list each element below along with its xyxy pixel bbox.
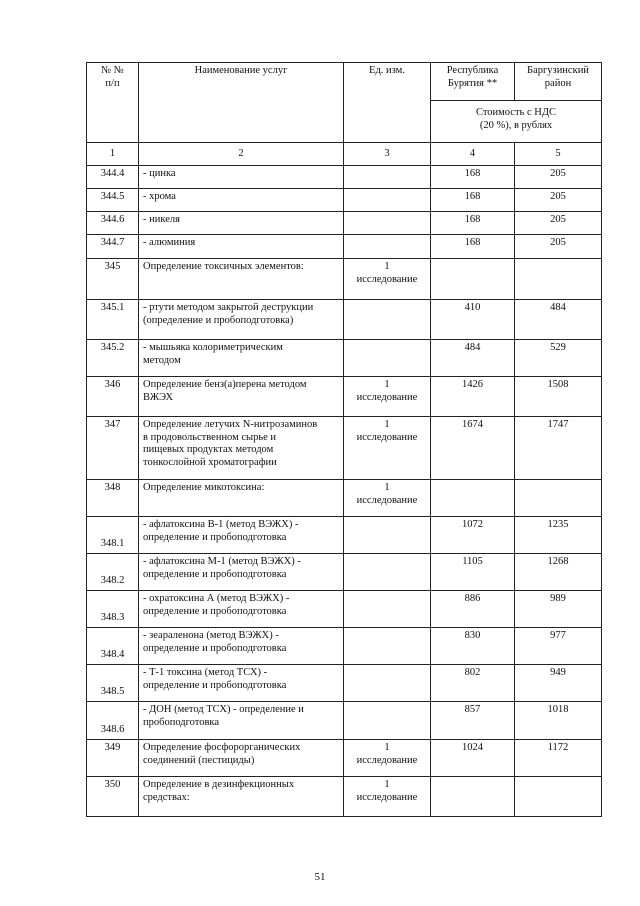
colnum-5: 5 — [515, 143, 602, 166]
price-barguzin — [515, 480, 602, 517]
price-buryatia: 168 — [431, 166, 515, 189]
table-row — [87, 212, 602, 235]
table-row — [87, 517, 602, 554]
price-buryatia: 1105 — [431, 554, 515, 591]
unit-of-measure — [344, 517, 431, 554]
unit-of-measure: 1 исследование — [344, 417, 431, 480]
unit-of-measure — [344, 665, 431, 702]
column-number-row — [87, 143, 602, 166]
price-buryatia: 830 — [431, 628, 515, 665]
price-barguzin: 1172 — [515, 740, 602, 777]
price-buryatia: 802 — [431, 665, 515, 702]
unit-of-measure: 1 исследование — [344, 480, 431, 517]
service-name: - афлатоксина М-1 (метод ВЭЖХ) - определение и пробоподготовка — [139, 554, 344, 591]
service-name: - афлатоксина В-1 (метод ВЭЖХ) - определение и пробоподготовка — [139, 517, 344, 554]
unit-of-measure — [344, 189, 431, 212]
row-number: 344.7 — [87, 235, 139, 259]
colnum-4: 4 — [431, 143, 515, 166]
unit-of-measure — [344, 300, 431, 340]
unit-of-measure — [344, 212, 431, 235]
service-name: - охратоксина А (метод ВЭЖХ) - определение и пробоподготовка — [139, 591, 344, 628]
price-barguzin: 205 — [515, 189, 602, 212]
unit-of-measure: 1 исследование — [344, 777, 431, 817]
price-buryatia — [431, 480, 515, 517]
row-number: 348.6 — [87, 702, 139, 740]
price-buryatia: 1024 — [431, 740, 515, 777]
price-barguzin: 484 — [515, 300, 602, 340]
price-buryatia: 1426 — [431, 377, 515, 417]
table-row — [87, 259, 602, 300]
service-name: - хрома — [139, 189, 344, 212]
table-row — [87, 665, 602, 702]
table-row — [87, 591, 602, 628]
row-number: 348.4 — [87, 628, 139, 665]
row-number: 350 — [87, 777, 139, 817]
price-barguzin: 205 — [515, 212, 602, 235]
service-name: - ртути методом закрытой деструкции (определение и пробоподготовка) — [139, 300, 344, 340]
price-barguzin: 1747 — [515, 417, 602, 480]
service-name: Определение фосфорорганических соединений (пестициды) — [139, 740, 344, 777]
service-name: - мышьяка колориметрическим методом — [139, 340, 344, 377]
table-row — [87, 377, 602, 417]
price-barguzin — [515, 259, 602, 300]
price-buryatia: 168 — [431, 189, 515, 212]
header-region-buryatia: Республика Бурятия ** — [431, 63, 515, 101]
row-number: 348.5 — [87, 665, 139, 702]
row-number: 348.1 — [87, 517, 139, 554]
row-number: 345.2 — [87, 340, 139, 377]
header-cost: Стоимость с НДС (20 %), в рублях — [431, 101, 602, 143]
unit-of-measure: 1 исследование — [344, 377, 431, 417]
price-barguzin: 1508 — [515, 377, 602, 417]
header-unit: Ед. изм. — [344, 63, 431, 143]
table-row — [87, 554, 602, 591]
price-buryatia: 168 — [431, 235, 515, 259]
row-number: 344.6 — [87, 212, 139, 235]
colnum-2: 2 — [139, 143, 344, 166]
colnum-1: 1 — [87, 143, 139, 166]
row-number: 345.1 — [87, 300, 139, 340]
price-barguzin: 1268 — [515, 554, 602, 591]
service-name: - никеля — [139, 212, 344, 235]
unit-of-measure: 1 исследование — [344, 740, 431, 777]
table-row — [87, 740, 602, 777]
row-number: 347 — [87, 417, 139, 480]
price-table — [86, 62, 602, 817]
price-barguzin: 205 — [515, 166, 602, 189]
table-row — [87, 628, 602, 665]
service-name: - алюминия — [139, 235, 344, 259]
price-buryatia: 410 — [431, 300, 515, 340]
service-name: Определение в дезинфекционных средствах: — [139, 777, 344, 817]
price-barguzin: 529 — [515, 340, 602, 377]
colnum-3: 3 — [344, 143, 431, 166]
row-number: 348.3 — [87, 591, 139, 628]
price-barguzin — [515, 777, 602, 817]
price-barguzin: 949 — [515, 665, 602, 702]
service-name: - Т-1 токсина (метод ТСХ) - определение и пробоподготовка — [139, 665, 344, 702]
price-buryatia: 857 — [431, 702, 515, 740]
table-row — [87, 480, 602, 517]
row-number: 348.2 — [87, 554, 139, 591]
price-buryatia: 484 — [431, 340, 515, 377]
unit-of-measure — [344, 554, 431, 591]
unit-of-measure — [344, 628, 431, 665]
price-buryatia: 1072 — [431, 517, 515, 554]
service-name: Определение токсичных элементов: — [139, 259, 344, 300]
row-number: 345 — [87, 259, 139, 300]
row-number: 348 — [87, 480, 139, 517]
price-barguzin: 1235 — [515, 517, 602, 554]
header-row — [87, 63, 602, 101]
table-row — [87, 417, 602, 480]
header-name: Наименование услуг — [139, 63, 344, 143]
row-number: 349 — [87, 740, 139, 777]
service-name: Определение микотоксина: — [139, 480, 344, 517]
price-barguzin: 989 — [515, 591, 602, 628]
unit-of-measure — [344, 702, 431, 740]
price-buryatia — [431, 777, 515, 817]
price-buryatia: 886 — [431, 591, 515, 628]
price-barguzin: 977 — [515, 628, 602, 665]
unit-of-measure: 1 исследование — [344, 259, 431, 300]
unit-of-measure — [344, 591, 431, 628]
service-name: Определение бенз(а)перена методом ВЖЭХ — [139, 377, 344, 417]
table-row — [87, 235, 602, 259]
table-row — [87, 300, 602, 340]
service-name: - цинка — [139, 166, 344, 189]
row-number: 346 — [87, 377, 139, 417]
unit-of-measure — [344, 166, 431, 189]
unit-of-measure — [344, 340, 431, 377]
row-number: 344.5 — [87, 189, 139, 212]
price-barguzin: 205 — [515, 235, 602, 259]
unit-of-measure — [344, 235, 431, 259]
service-name: - ДОН (метод ТСХ) - определение и пробоподготовка — [139, 702, 344, 740]
price-buryatia — [431, 259, 515, 300]
price-buryatia: 1674 — [431, 417, 515, 480]
page-number: 51 — [314, 871, 326, 883]
row-number: 344.4 — [87, 166, 139, 189]
table-row — [87, 166, 602, 189]
service-name: - зеараленона (метод ВЭЖХ) - определение и пробоподготовка — [139, 628, 344, 665]
header-region-barguzin: Баргузинский район — [515, 63, 602, 101]
price-barguzin: 1018 — [515, 702, 602, 740]
service-name: Определение летучих N-нитрозаминов в продовольственном сырье и пищевых продуктах методом тонкослойной хроматографии — [139, 417, 344, 480]
price-buryatia: 168 — [431, 212, 515, 235]
table-row — [87, 340, 602, 377]
table-row — [87, 189, 602, 212]
table-row — [87, 777, 602, 817]
table-row — [87, 702, 602, 740]
table-body — [87, 166, 602, 817]
header-num: № № п/п — [87, 63, 139, 143]
